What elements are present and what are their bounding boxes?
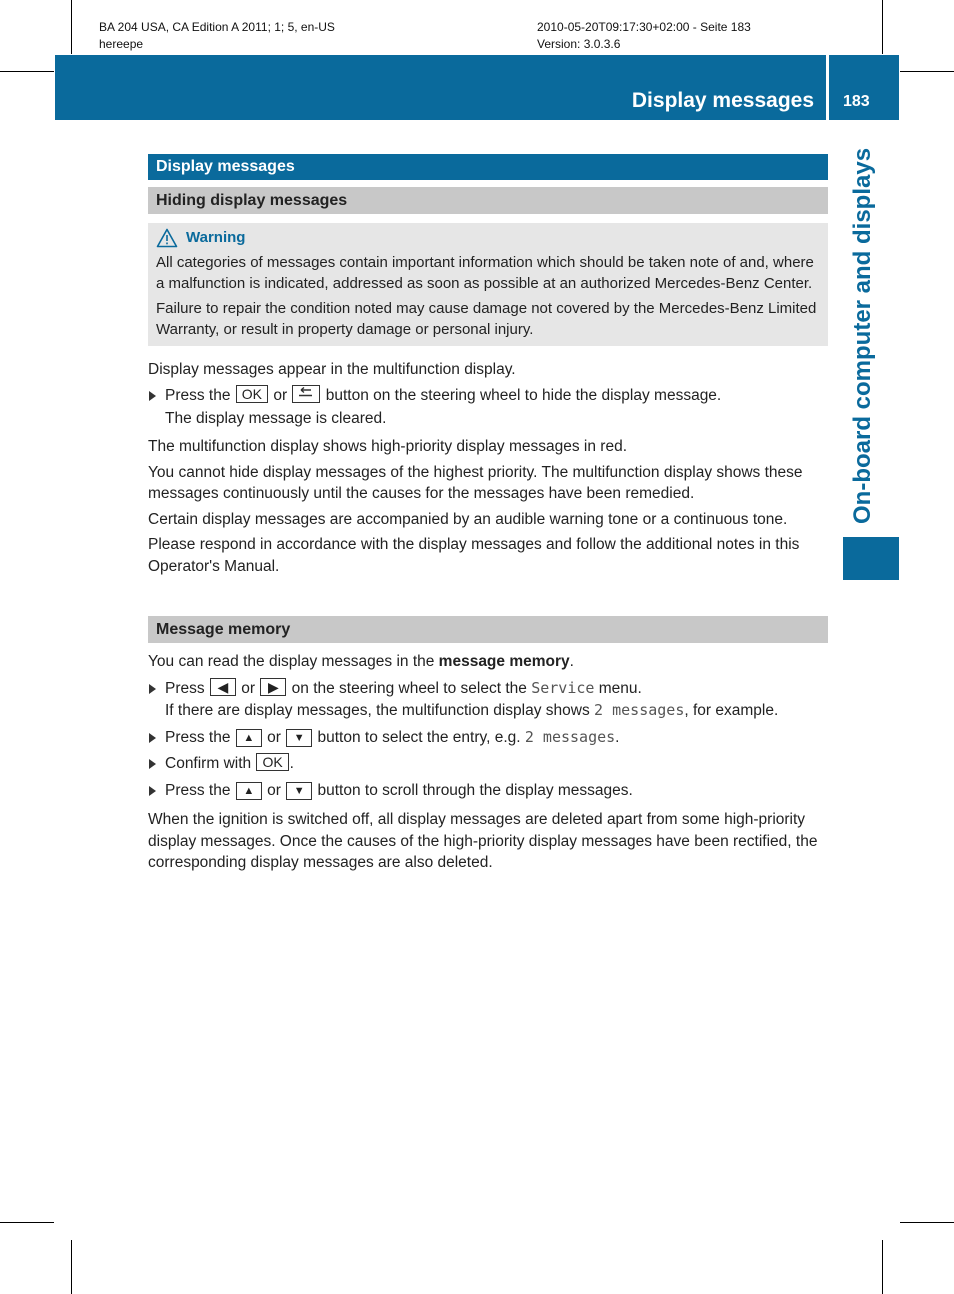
step-text-part: on the steering wheel to select the	[287, 679, 532, 697]
up-arrow-icon: ▲	[236, 782, 262, 800]
step-text-part: button on the steering wheel to hide the display message.	[321, 387, 722, 404]
header-bar	[55, 55, 826, 120]
print-meta-right	[537, 19, 751, 53]
crop-mark	[0, 1222, 54, 1223]
bullet-arrow-icon	[149, 786, 156, 796]
crop-mark	[882, 0, 883, 54]
step-text-part: If there are display messages, the multifunction display shows	[165, 702, 595, 719]
section-heading: Message memory	[148, 616, 828, 643]
step-text-part: button to scroll through the display messages.	[313, 781, 633, 799]
step-text	[165, 727, 619, 749]
down-arrow-icon: ▼	[286, 729, 312, 747]
section-heading: Display messages	[148, 154, 828, 180]
instruction-step	[148, 753, 828, 775]
meta-timestamp: 2010-05-20T09:17:30+02:00 - Seite 183	[537, 20, 751, 34]
bullet-arrow-icon	[149, 684, 156, 694]
step-text-part: .	[615, 728, 620, 746]
bullet-arrow-icon	[149, 759, 156, 769]
meta-version: Version: 3.0.3.6	[537, 37, 621, 51]
warning-paragraph: All categories of messages contain important information which should be taken note of and, where a malfunction is indicated, addressed as soon as possible at an authorized Mercedes-Benz Center.	[156, 253, 814, 292]
step-result	[165, 700, 778, 722]
paragraph: When the ignition is switched off, all display messages are deleted apart from some high-priority display messages. Once the causes of the high-priority display messages have been rectified, the corresponding display messages are also deleted.	[148, 811, 818, 871]
display-text: 2 messages	[594, 701, 685, 719]
back-icon	[292, 385, 320, 403]
instruction-step	[148, 678, 828, 722]
ok-key: OK	[236, 385, 268, 403]
crop-mark	[0, 71, 54, 72]
instruction-step	[148, 385, 828, 429]
step-text	[165, 385, 721, 429]
paragraph: You cannot hide display messages of the highest priority. The multifunction display shows these messages continuously until the causes for the messages have been remedied.	[148, 463, 803, 502]
crop-mark	[900, 1222, 954, 1223]
bullet-arrow-icon	[149, 391, 156, 401]
paragraph: Display messages appear in the multifunction display.	[148, 360, 516, 378]
main-content	[148, 154, 828, 874]
step-text	[165, 780, 633, 802]
paragraph	[148, 651, 828, 673]
step-text-part: menu.	[594, 679, 642, 697]
right-arrow-icon: ▶	[260, 678, 286, 696]
crop-mark	[882, 1240, 883, 1294]
step-text-part: button to select the entry, e.g.	[313, 728, 525, 746]
crop-mark	[900, 71, 954, 72]
warning-box	[148, 223, 828, 346]
down-arrow-icon: ▼	[286, 782, 312, 800]
warning-label: Warning	[186, 229, 246, 246]
warning-header	[156, 227, 820, 249]
step-text-part: or	[262, 781, 286, 799]
subsection-heading: Hiding display messages	[148, 187, 828, 214]
paragraph: Please respond in accordance with the display messages and follow the additional notes in this Operator's Manual.	[148, 536, 800, 575]
paragraph: The multifunction display shows high-priority display messages in red.	[148, 438, 627, 455]
emphasis: message memory	[438, 653, 570, 670]
meta-edition: BA 204 USA, CA Edition A 2011; 1; 5, en-US	[99, 20, 335, 34]
instruction-step	[148, 780, 828, 802]
warning-paragraph: Failure to repair the condition noted may cause damage not covered by the Mercedes-Benz Limited Warranty, or result in property damage or personal injury.	[156, 299, 817, 338]
display-text: 2 messages	[524, 727, 616, 746]
left-arrow-icon: ◀	[210, 678, 236, 696]
page-number-box	[829, 55, 899, 120]
step-text-part: , for example.	[684, 702, 779, 719]
step-text-part: Press the	[165, 728, 235, 746]
paragraph: Certain display messages are accompanied by an audible warning tone or a continuous tone.	[148, 510, 788, 528]
crop-mark	[71, 0, 72, 54]
header-title: Display messages	[631, 89, 814, 112]
step-text-part: .	[289, 755, 294, 772]
step-text	[165, 678, 778, 722]
step-text-part: Press the	[165, 387, 235, 404]
step-result: The display message is cleared.	[165, 409, 387, 427]
crop-mark	[71, 1240, 72, 1294]
instruction-step	[148, 727, 828, 749]
meta-user: hereepe	[99, 37, 144, 51]
warning-triangle-icon	[156, 228, 178, 248]
step-text-part: Press the	[165, 781, 235, 799]
step-text-part: or	[236, 679, 260, 697]
text-part: You can read the display messages in the	[148, 653, 439, 670]
text-part: .	[569, 653, 574, 670]
page-number: 183	[843, 93, 870, 110]
step-text-part: Confirm with	[165, 755, 256, 772]
up-arrow-icon: ▲	[236, 729, 262, 747]
step-text-part: Press	[165, 679, 209, 697]
step-text	[165, 753, 294, 775]
chapter-tab-label: On-board computer and displays	[849, 147, 876, 524]
step-text-part: or	[269, 387, 292, 404]
step-text-part: or	[262, 728, 286, 746]
ok-key: OK	[256, 753, 288, 771]
print-meta-left	[99, 19, 335, 53]
display-text: Service	[531, 678, 595, 697]
chapter-tab-marker	[843, 537, 899, 580]
bullet-arrow-icon	[149, 733, 156, 743]
